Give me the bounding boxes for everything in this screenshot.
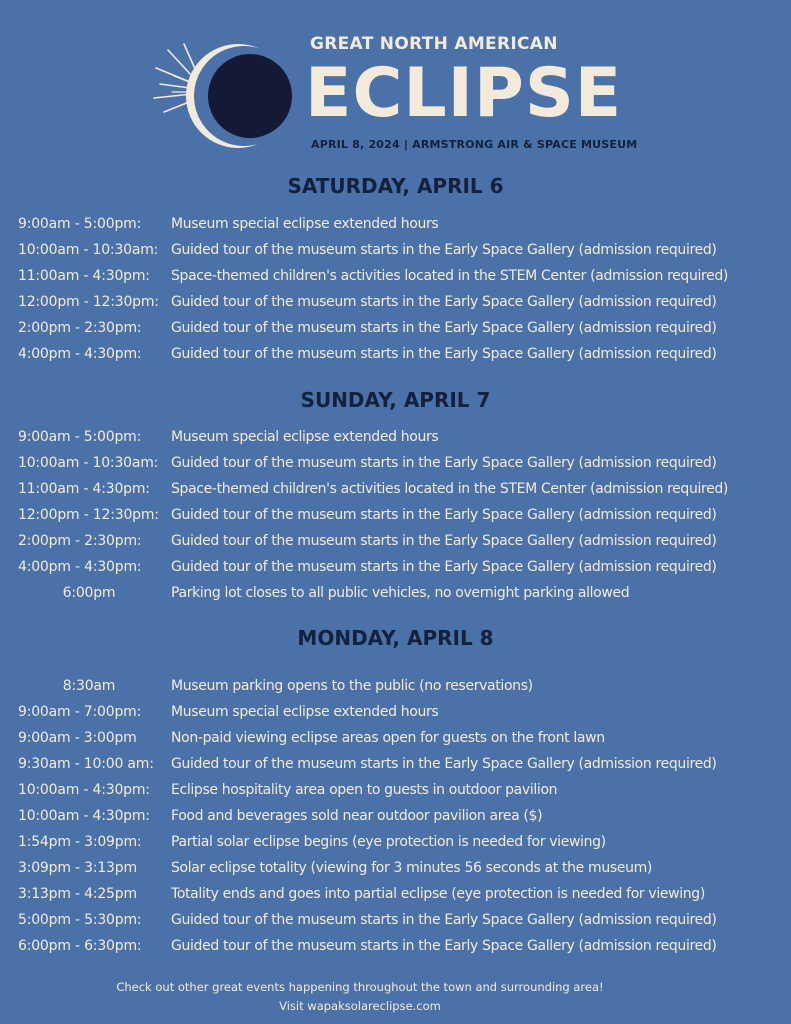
event-description: Guided tour of the museum starts in the Early Space Gallery (admission required) [171, 938, 717, 954]
event-time: 6:00pm [62, 585, 116, 601]
schedule-row [0, 289, 791, 315]
schedule-row [0, 933, 791, 959]
event-description: Guided tour of the museum starts in the Early Space Gallery (admission required) [171, 912, 717, 928]
event-time: 6:00pm - 6:30pm: [18, 938, 142, 954]
event-time: 9:00am - 5:00pm: [18, 429, 142, 445]
event-description: Solar eclipse totality (viewing for 3 minutes 56 seconds at the museum) [171, 860, 652, 876]
day-heading: MONDAY, APRIL 8 [297, 626, 494, 650]
event-time: 10:00am - 10:30am: [18, 242, 159, 258]
event-time: 10:00am - 4:30pm: [18, 808, 150, 824]
schedule-row [0, 211, 791, 237]
event-description: Museum parking opens to the public (no reservations) [171, 678, 533, 694]
schedule-row [0, 777, 791, 803]
event-time: 9:00am - 3:00pm [18, 730, 137, 746]
schedule-row [0, 855, 791, 881]
schedule-row [0, 699, 791, 725]
event-description: Partial solar eclipse begins (eye protection is needed for viewing) [171, 834, 606, 850]
footer-website: Visit wapaksolareclipse.com [279, 999, 441, 1013]
event-description: Food and beverages sold near outdoor pavilion area ($) [171, 808, 543, 824]
event-description: Museum special eclipse extended hours [171, 704, 439, 720]
event-time: 10:00am - 4:30pm: [18, 782, 150, 798]
event-description: Space-themed children's activities located in the STEM Center (admission required) [171, 268, 729, 284]
event-description: Eclipse hospitality area open to guests in outdoor pavilion [171, 782, 558, 798]
event-time: 2:00pm - 2:30pm: [18, 533, 142, 549]
event-description: Guided tour of the museum starts in the Early Space Gallery (admission required) [171, 756, 717, 772]
event-description: Space-themed children's activities located in the STEM Center (admission required) [171, 481, 729, 497]
schedule-row [0, 673, 791, 699]
event-time: 11:00am - 4:30pm: [18, 481, 150, 497]
schedule-row [0, 263, 791, 289]
event-description: Guided tour of the museum starts in the Early Space Gallery (admission required) [171, 533, 717, 549]
schedule-row [0, 881, 791, 907]
event-time: 5:00pm - 5:30pm: [18, 912, 142, 928]
event-description: Guided tour of the museum starts in the Early Space Gallery (admission required) [171, 294, 717, 310]
event-description: Parking lot closes to all public vehicles, no overnight parking allowed [171, 585, 630, 601]
event-description: Totality ends and goes into partial eclipse (eye protection is needed for viewing) [171, 886, 705, 902]
event-description: Guided tour of the museum starts in the Early Space Gallery (admission required) [171, 507, 717, 523]
schedule-row [0, 725, 791, 751]
event-time: 3:13pm - 4:25pm [18, 886, 137, 902]
event-description: Guided tour of the museum starts in the Early Space Gallery (admission required) [171, 346, 717, 362]
schedule-row [0, 502, 791, 528]
event-time: 4:00pm - 4:30pm: [18, 559, 142, 575]
event-time: 3:09pm - 3:13pm [18, 860, 137, 876]
event-time: 11:00am - 4:30pm: [18, 268, 150, 284]
event-time: 9:30am - 10:00 am: [18, 756, 154, 772]
schedule-row [0, 554, 791, 580]
event-time: 8:30am [62, 678, 116, 694]
event-description: Guided tour of the museum starts in the Early Space Gallery (admission required) [171, 455, 717, 471]
schedule-row [0, 341, 791, 367]
header [0, 0, 791, 165]
day-heading: SATURDAY, APRIL 6 [287, 174, 504, 198]
schedule-row [0, 803, 791, 829]
schedule-row [0, 580, 791, 606]
footer-note: Check out other great events happening throughout the town and surrounding area! [116, 980, 604, 994]
header-subtitle: APRIL 8, 2024 | ARMSTRONG AIR & SPACE MUSEUM [311, 138, 638, 151]
schedule-row [0, 237, 791, 263]
event-time: 4:00pm - 4:30pm: [18, 346, 142, 362]
schedule-row [0, 476, 791, 502]
event-description: Guided tour of the museum starts in the Early Space Gallery (admission required) [171, 559, 717, 575]
header-supertitle: GREAT NORTH AMERICAN [310, 34, 558, 54]
event-time: 12:00pm - 12:30pm: [18, 294, 159, 310]
event-description: Non-paid viewing eclipse areas open for guests on the front lawn [171, 730, 605, 746]
schedule-row [0, 528, 791, 554]
day-heading: SUNDAY, APRIL 7 [300, 388, 491, 412]
schedule-row [0, 450, 791, 476]
schedule-row [0, 751, 791, 777]
event-description: Museum special eclipse extended hours [171, 216, 439, 232]
event-description: Museum special eclipse extended hours [171, 429, 439, 445]
eclipse-logo-icon [150, 38, 300, 158]
schedule-row [0, 907, 791, 933]
event-time: 10:00am - 10:30am: [18, 455, 159, 471]
event-time: 12:00pm - 12:30pm: [18, 507, 159, 523]
event-time: 9:00am - 7:00pm: [18, 704, 142, 720]
schedule-row [0, 829, 791, 855]
event-time: 1:54pm - 3:09pm: [18, 834, 142, 850]
schedule-row [0, 424, 791, 450]
event-description: Guided tour of the museum starts in the Early Space Gallery (admission required) [171, 242, 717, 258]
event-description: Guided tour of the museum starts in the Early Space Gallery (admission required) [171, 320, 717, 336]
header-title: ECLIPSE [305, 54, 623, 133]
event-time: 9:00am - 5:00pm: [18, 216, 142, 232]
event-time: 2:00pm - 2:30pm: [18, 320, 142, 336]
schedule-row [0, 315, 791, 341]
